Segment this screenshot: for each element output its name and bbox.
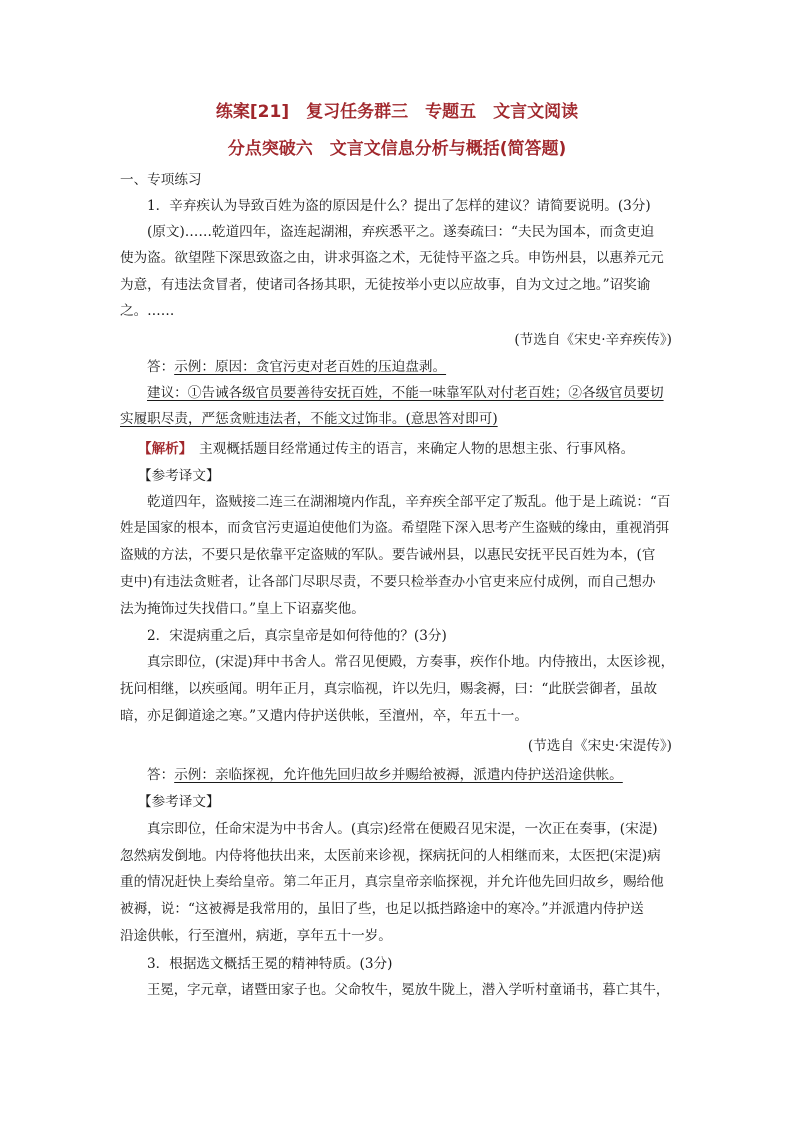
answer-text: 示例：原因：贪官污吏对老百姓的压迫盘剥。: [174, 359, 447, 375]
q2-translation-line: 沿途供帐，行至澶州，病逝，享年五十一岁。: [120, 928, 392, 944]
q2-text-line: 真宗即位，(宋湜)拜中书舍人。常召见便殿，方奏事，疾作仆地。内侍掖出，太医诊视，: [147, 654, 675, 670]
question-1: 1．辛弃疾认为导致百姓为盗的原因是什么？提出了怎样的建议？请简要说明。(3分): [147, 198, 651, 214]
q2-translation-line: 忽然病发倒地。内侍将他扶出来，太医前来诊视，探病抚问的人相继而来，太医把(宋湜)病: [120, 848, 661, 864]
q1-translation-line: 盗贼的方法，不要只是依靠平定盗贼的军队。要告诫州县，以惠民安抚平民百姓为本，(官: [120, 547, 656, 563]
q1-text-line: (原文)……乾道四年，盗连起湖湘，弃疾悉平之。遂奏疏曰：“夫民为国本，而贪吏迫: [147, 224, 654, 240]
q1-translation-line: 姓是国家的根本，而贪官污吏逼迫使他们为盗。希望陛下深入思考产生盗贼的缘由，重视消弭: [120, 521, 670, 536]
section-heading: 一、专项练习: [120, 172, 202, 188]
q1-text-line: 使为盗。欲望陛下深思致盗之由，讲求弭盗之术，无徒恃平盗之兵。申饬州县，以惠养元元: [120, 250, 664, 266]
q1-answer-line: 建议：①告诫各级官员要善待安抚百姓，不能一味靠军队对付老百姓；②各级官员要切: [147, 385, 664, 401]
q1-translation-line: 法为掩饰过失找借口。”皇上下诏嘉奖他。: [120, 601, 365, 617]
translation-tag: 【参考译文】: [138, 794, 220, 810]
q1-text-line: 为意，有违法贪冒者，使诸司各扬其职，无徒按举小吏以应故事，自为文过之地。”诏奖谕: [120, 277, 651, 293]
q2-source: (节选自《宋史·宋湜传》): [527, 738, 672, 754]
q2-translation-line: 被褥，说：“这被褥是我常用的，虽旧了些，也足以抵挡路途中的寒冷。”并派遣内侍护送: [120, 901, 644, 917]
q2-translation-line: 重的情况赶快上奏给皇帝。第二年正月，真宗皇帝亲临探视，并允许他先回归故乡，赐给他: [120, 874, 664, 890]
question-3: 3．根据选文概括王冕的精神特质。(3分): [147, 956, 393, 972]
q1-answer: [147, 358, 446, 376]
q2-text-line: 抚问相继，以疾亟闻。明年正月，真宗临视，许以先归，赐衾褥，曰：“此朕尝御者，虽故: [120, 681, 658, 697]
answer-text: 示例：亲临探视，允许他先回归故乡并赐给被褥，派遣内侍护送沿途供帐。: [174, 767, 623, 783]
answer-label: 答：: [147, 767, 175, 783]
q1-source: (节选自《宋史·辛弃疾传》): [514, 332, 672, 348]
answer-label: 答：: [147, 359, 175, 375]
analysis-tag: 【解析】: [138, 441, 186, 457]
q1-analysis: [138, 440, 634, 458]
q1-answer-line: 实履职尽责，严惩贪赃违法者，不能文过饰非。(意思答对即可): [120, 411, 498, 427]
document-title: 练案[21] 复习任务群三 专题五 文言文阅读: [215, 102, 579, 122]
translation-tag: 【参考译文】: [138, 468, 220, 484]
question-2: 2．宋湜病重之后，真宗皇帝是如何待他的？(3分): [147, 628, 447, 644]
q2-answer: [147, 766, 623, 784]
q2-text-line: 暗，亦足御道途之寒。”又遣内侍护送供帐，至澶州，卒，年五十一。: [120, 708, 528, 724]
document-subtitle: 分点突破六 文言文信息分析与概括(简答题): [227, 139, 567, 159]
q1-text-line: 之。……: [120, 303, 175, 319]
q2-translation-line: 真宗即位，任命宋湜为中书舍人。(真宗)经常在便殿召见宋湜，一次正在奏事，(宋湜): [147, 821, 658, 837]
analysis-text: 主观概括题目经常通过传主的语言，来确定人物的思想主张、行事风格。: [199, 441, 635, 457]
q1-translation-line: 乾道四年，盗贼接二连三在湖湘境内作乱，辛弃疾全部平定了叛乱。他于是上疏说：“百: [147, 494, 671, 510]
q3-text-line: 王冕，字元章，诸暨田家子也。父命牧牛，冕放牛陇上，潜入学听村童诵书，暮亡其牛，: [147, 983, 670, 998]
q1-translation-line: 吏中)有违法贪赃者，让各部门尽职尽责，不要只检举查办小官吏来应付成例，而自己想办: [120, 574, 656, 590]
